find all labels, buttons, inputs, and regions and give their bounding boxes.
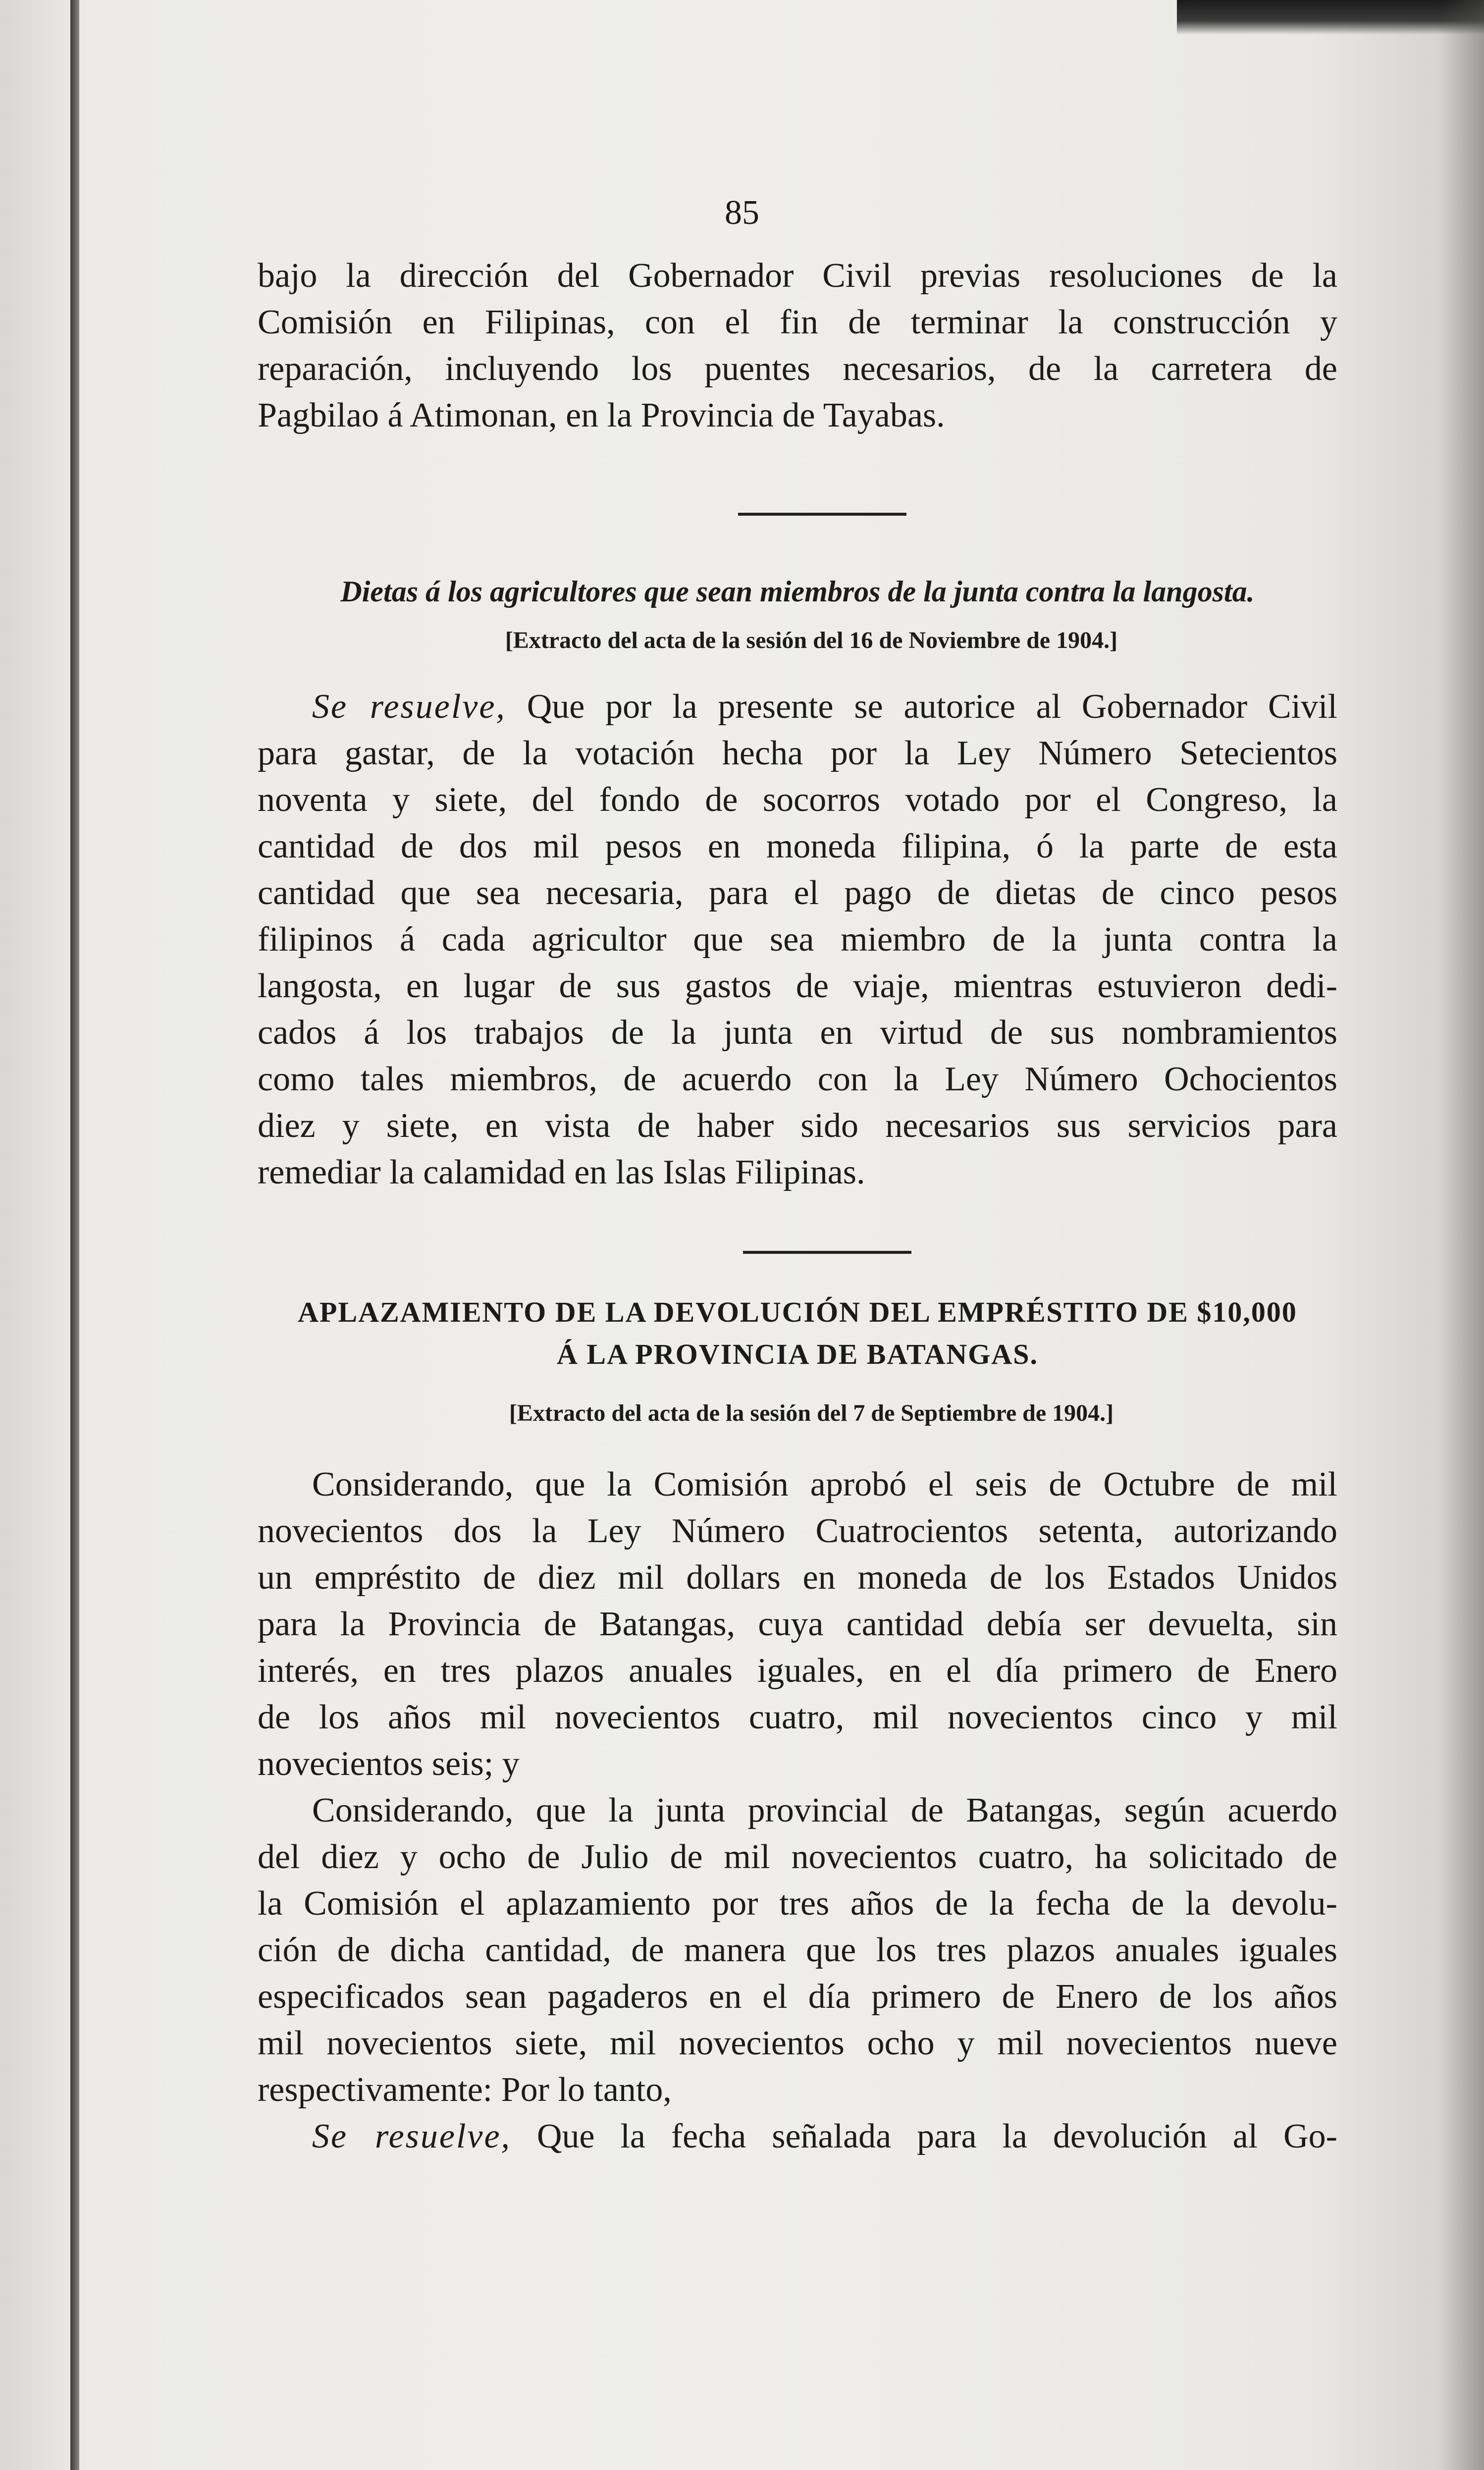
text-line: Comisión en Filipinas, con el fin de terminar la construcción y — [258, 303, 1337, 341]
text-line: remediar la calamidad en las Islas Filipinas. — [258, 1153, 865, 1191]
extract-note: [Extracto del acta de la sesión del 16 de Noviembre de 1904.] — [505, 627, 1118, 653]
page-number: 85 — [725, 194, 759, 232]
scan-shadow-top — [1177, 0, 1484, 35]
text-line: la Comisión el aplazamiento por tres años de la fecha de la devolu- — [258, 1884, 1337, 1923]
section-heading-dietas: Dietas á los agricultores que sean miembros de la junta contra la langosta. — [340, 575, 1255, 608]
text-line: ción de dicha cantidad, de manera que los tres plazos anuales iguales — [258, 1931, 1337, 1969]
text-line: novecientos dos la Ley Número Cuatrocientos setenta, autorizando — [258, 1512, 1337, 1550]
text-line: Pagbilao á Atimonan, en la Provincia de Tayabas. — [258, 396, 945, 434]
text-line: cados á los trabajos de la junta en virtud de sus nombramientos — [258, 1014, 1337, 1052]
section-divider — [743, 1251, 911, 1254]
text-line: Considerando, que la Comisión aprobó el seis de Octubre de mil — [312, 1465, 1337, 1503]
text-line: novecientos seis; y — [258, 1745, 520, 1783]
opening-paragraph — [258, 253, 1337, 439]
resolve-lead: Se resuelve, — [312, 2117, 512, 2155]
resolve-lead: Se resuelve, — [312, 688, 506, 726]
text-line: Considerando, que la junta provincial de Batangas, según acuerdo — [312, 1791, 1337, 1829]
text-line: diez y siete, en vista de haber sido necesarios sus servicios para — [258, 1107, 1337, 1145]
text-line — [258, 684, 1337, 730]
text-fragment: Que por la presente se autorice al Gobernador Civil — [527, 688, 1337, 726]
text-line: del diez y ocho de Julio de mil novecientos cuatro, ha solicitado de — [258, 1838, 1337, 1876]
text-line: para gastar, de la votación hecha por la Ley Número Setecientos — [258, 734, 1337, 772]
text-line: cantidad que sea necesaria, para el pago de dietas de cinco pesos — [258, 874, 1337, 912]
resolution-paragraph — [258, 684, 1337, 1196]
text-line: reparación, incluyendo los puentes necesarios, de la carretera de — [258, 350, 1337, 388]
text-line — [258, 2113, 1337, 2160]
text-line: especificados sean pagaderos en el día primero de Enero de los años — [258, 1978, 1337, 2016]
text-line: mil novecientos siete, mil novecientos ocho y mil novecientos nueve — [258, 2024, 1337, 2062]
text-line: un empréstito de diez mil dollars en moneda de los Estados Unidos — [258, 1558, 1337, 1597]
section-heading-aplazamiento: APLAZAMIENTO DE LA DEVOLUCIÓN DEL EMPRÉSTITO DE $10,000 — [298, 1296, 1297, 1328]
scan-shadow-right — [1439, 0, 1484, 2470]
text-line: cantidad de dos mil pesos en moneda filipina, ó la parte de esta — [258, 827, 1337, 865]
text-line: como tales miembros, de acuerdo con la Ley Número Ochocientos — [258, 1060, 1337, 1098]
text-line: filipinos á cada agricultor que sea miembro de la junta contra la — [258, 920, 1337, 959]
section-divider — [738, 513, 906, 516]
section-heading-aplazamiento-line2: Á LA PROVINCIA DE BATANGAS. — [557, 1338, 1038, 1370]
text-line: noventa y siete, del fondo de socorros votado por el Congreso, la — [258, 781, 1337, 819]
text-line: respectivamente: Por lo tanto, — [258, 2071, 672, 2109]
text-line: bajo la dirección del Gobernador Civil previas resoluciones de la — [258, 257, 1337, 295]
text-line: interés, en tres plazos anuales iguales, en el día primero de Enero — [258, 1652, 1337, 1690]
text-line: langosta, en lugar de sus gastos de viaje, mientras estuvieron dedi- — [258, 967, 1337, 1005]
considerando-paragraph-1 — [258, 1461, 1337, 1787]
extract-note: [Extracto del acta de la sesión del 7 de Septiembre de 1904.] — [509, 1400, 1114, 1426]
text-line: de los años mil novecientos cuatro, mil novecientos cinco y mil — [258, 1698, 1337, 1736]
text-fragment: Que la fecha señalada para la devolución al Go- — [536, 2117, 1337, 2155]
binding-edge — [70, 0, 79, 2470]
considerando-paragraph-2 — [258, 1787, 1337, 2160]
text-line: para la Provincia de Batangas, cuya cantidad debía ser devuelta, sin — [258, 1605, 1337, 1643]
